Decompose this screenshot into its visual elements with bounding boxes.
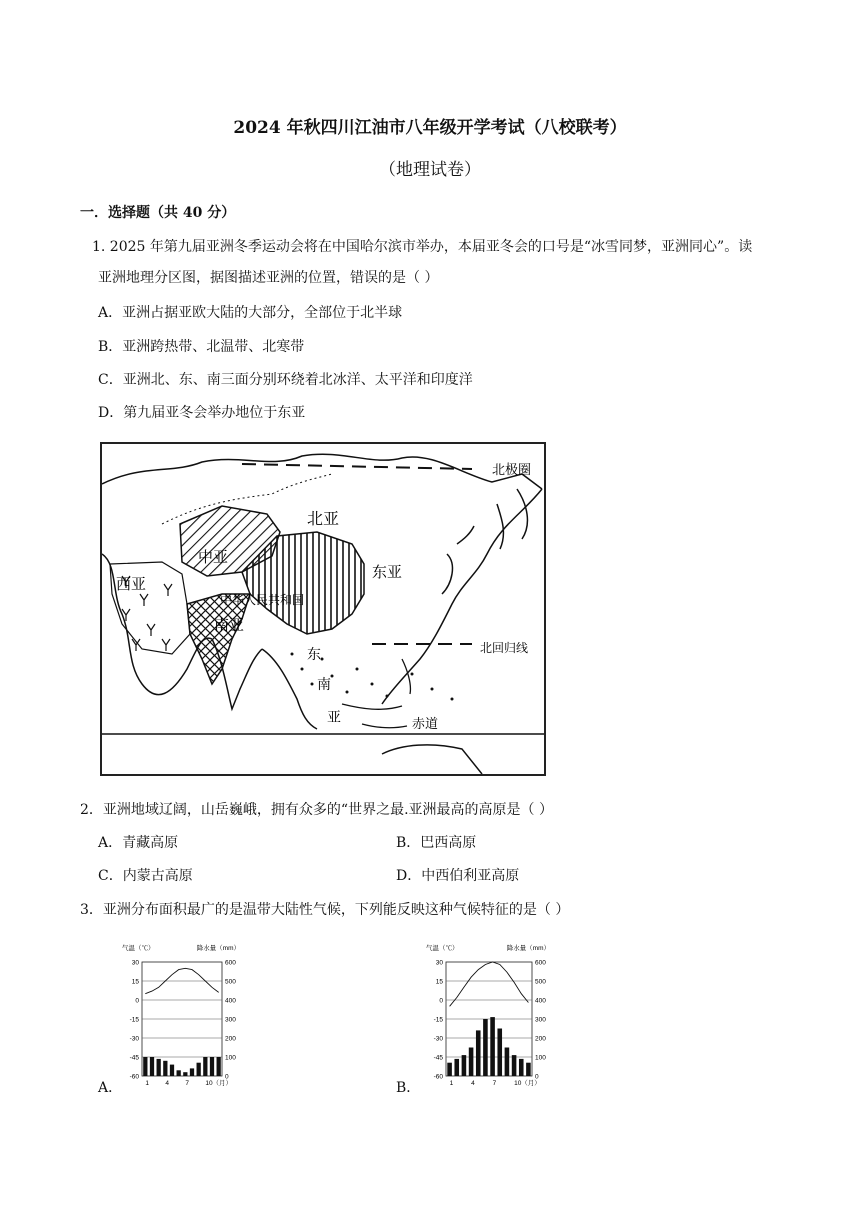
q3-option-a-label: A．	[98, 1080, 123, 1096]
label-se-dong: 东	[307, 648, 321, 663]
precip-bar	[469, 1048, 474, 1077]
precip-bar	[454, 1059, 459, 1076]
temp-tick-label: -30	[433, 1035, 443, 1043]
precip-axis-label: 降水量（mm）	[196, 945, 240, 952]
climate-chart-a	[118, 940, 244, 1092]
q1-option-b: B．亚洲跨热带、北温带、北寒带	[98, 339, 305, 355]
temp-tick-label: -45	[433, 1054, 443, 1062]
temp-tick-label: -45	[129, 1054, 139, 1062]
label-tropic: 北回归线	[480, 641, 529, 655]
precip-bar	[163, 1061, 167, 1076]
label-se-nan: 南	[317, 678, 331, 693]
temp-tick-label: -15	[433, 1016, 443, 1024]
label-south-asia: 南亚	[214, 618, 245, 634]
precip-bar	[177, 1070, 181, 1076]
precip-bar	[483, 1019, 488, 1076]
australia-coast	[382, 745, 482, 774]
climate-chart-b	[422, 940, 554, 1092]
asia-region-map	[100, 442, 546, 776]
precip-bar	[170, 1065, 174, 1076]
south-asia-region	[187, 594, 250, 684]
temp-tick-label: -15	[129, 1016, 139, 1024]
exam-title: 2024 年秋四川江油市八年级开学考试（八校联考）	[233, 118, 627, 138]
arctic-circle-line	[242, 464, 472, 469]
precip-tick-label: 0	[225, 1073, 229, 1081]
japan-islands	[442, 526, 474, 594]
precip-bar	[462, 1055, 467, 1076]
q2-stem: 2．亚洲地域辽阔，山岳巍峨，拥有众多的“世界之最.亚洲最高的高原是（ ）	[80, 802, 553, 818]
temperature-line	[450, 962, 529, 1006]
asia-map-svg	[102, 444, 544, 774]
precip-bar	[217, 1057, 221, 1076]
precip-tick-label: 500	[225, 978, 236, 986]
month-tick-label: 10（月）	[514, 1080, 541, 1087]
precip-tick-label: 100	[225, 1054, 236, 1062]
q2-option-c: C．内蒙古高原	[98, 868, 193, 884]
precip-tick-label: 600	[225, 959, 236, 967]
precip-tick-label: 600	[535, 959, 546, 967]
label-east-asia: 东亚	[372, 565, 403, 581]
precip-axis-label: 降水量（mm）	[506, 945, 550, 952]
q2-option-a: A．青藏高原	[98, 835, 179, 851]
precip-bar	[150, 1057, 154, 1076]
q1-option-c: C．亚洲北、东、南三面分别环绕着北冰洋、太平洋和印度洋	[98, 372, 473, 388]
month-tick-label: 10（月）	[205, 1080, 233, 1087]
precip-bar	[497, 1029, 502, 1077]
precip-bar	[476, 1030, 481, 1076]
q1-option-a: A．亚洲占据亚欧大陆的大部分，全部位于北半球	[98, 305, 403, 321]
precip-bar	[519, 1059, 524, 1076]
month-tick-label: 7	[185, 1080, 189, 1087]
west-asia-region	[110, 562, 190, 654]
q2-option-d: D．中西伯利亚高原	[396, 868, 520, 884]
label-se-ya: 亚	[327, 711, 341, 726]
month-tick-label: 4	[471, 1080, 475, 1087]
precip-tick-label: 100	[535, 1054, 546, 1062]
label-west-asia: 西亚	[116, 577, 147, 593]
precip-bar	[157, 1059, 161, 1076]
q1-stem-line2: 亚洲地理分区图，据图描述亚洲的位置，错误的是（ ）	[98, 270, 439, 286]
precip-bar	[512, 1055, 517, 1076]
precip-tick-label: 300	[225, 1016, 236, 1024]
q2-option-b: B．巴西高原	[396, 835, 477, 851]
q1-option-d: D．第九届亚冬会举办地位于东亚	[98, 405, 306, 421]
precip-tick-label: 400	[225, 997, 236, 1005]
precip-bar	[183, 1072, 187, 1076]
precip-tick-label: 200	[225, 1035, 236, 1043]
island-chain	[342, 659, 410, 728]
label-north-asia: 北亚	[307, 511, 340, 528]
month-tick-label: 7	[492, 1080, 497, 1087]
month-tick-label: 1	[449, 1080, 454, 1087]
temp-tick-label: -60	[433, 1073, 443, 1081]
precip-bar	[210, 1057, 214, 1076]
precip-bar	[447, 1063, 452, 1076]
precip-bar	[203, 1057, 207, 1076]
temp-tick-label: 0	[439, 997, 443, 1005]
temp-tick-label: 0	[135, 997, 139, 1005]
precip-bar	[526, 1063, 531, 1076]
exam-subtitle: （地理试卷）	[379, 160, 481, 180]
temp-tick-label: 15	[131, 978, 139, 986]
temp-tick-label: -30	[129, 1035, 139, 1043]
precip-tick-label: 500	[535, 978, 546, 986]
temp-tick-label: 30	[435, 959, 443, 967]
sakhalin-kamchatka	[497, 489, 527, 549]
precip-tick-label: 300	[535, 1016, 546, 1024]
precip-tick-label: 200	[535, 1035, 546, 1043]
precip-tick-label: 0	[535, 1073, 539, 1081]
temp-tick-label: 30	[131, 959, 139, 967]
temp-tick-label: 15	[435, 978, 443, 986]
precip-bar	[143, 1057, 147, 1076]
month-tick-label: 1	[145, 1080, 149, 1087]
label-arctic-circle: 北极圈	[492, 462, 532, 477]
label-equator: 赤道	[412, 716, 439, 731]
label-central-asia: 中亚	[198, 550, 229, 566]
q1-stem-line1: 1. 2025 年第九届亚洲冬季运动会将在中国哈尔滨市举办，本届亚冬会的口号是“冰雪同梦，亚洲同心”。读	[92, 239, 753, 255]
q3-stem: 3．亚洲分布面积最广的是温带大陆性气候，下列能反映这种气候特征的是（ ）	[80, 902, 570, 918]
precip-bar	[190, 1068, 194, 1076]
temp-axis-label: 气温（℃）	[122, 945, 155, 952]
precip-bar	[197, 1063, 201, 1076]
section-heading: 一．选择题（共 40 分）	[80, 205, 236, 221]
month-tick-label: 4	[165, 1080, 169, 1087]
temp-tick-label: -60	[129, 1073, 139, 1081]
precip-tick-label: 400	[535, 997, 546, 1005]
north-asia-coast	[102, 454, 542, 489]
temp-axis-label: 气温（℃）	[426, 945, 459, 952]
q3-option-b-label: B．	[396, 1080, 421, 1096]
label-china: 中华人民共和国	[220, 593, 305, 607]
east-coast	[382, 489, 542, 704]
precip-bar	[490, 1017, 495, 1076]
precip-bar	[505, 1048, 510, 1077]
